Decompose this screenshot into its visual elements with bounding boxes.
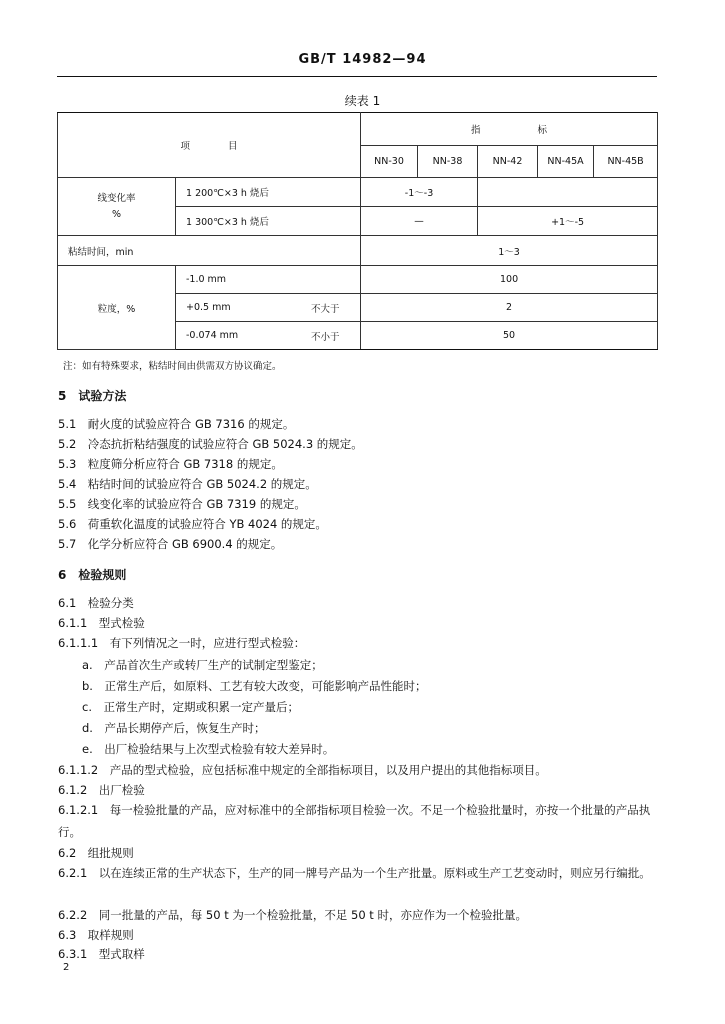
clause-6-3: 6.3 取样规则 [58,928,134,942]
list-item-e: e. 出厂检验结果与上次型式检验有较大差异时。 [82,742,335,756]
header-index-cell: 指 标 [361,113,658,146]
bond-time-value: 1～3 [361,236,658,266]
clause-5-5: 5.5 线变化率的试验应符合 GB 7319 的规定。 [58,497,306,511]
value-1300-a: — [361,207,478,236]
gran-row-condition: 不大于 [291,294,361,322]
granularity-label: 粒度，% [58,266,176,350]
list-item-a: a. 产品首次生产或转厂生产的试制定型鉴定； [82,658,323,672]
clause-6-1: 6.1 检验分类 [58,596,134,610]
spec-table [57,112,658,350]
gran-row-label: -1.0 mm [176,266,361,294]
gran-row-value: 2 [361,294,658,322]
clause-6-1-2: 6.1.2 出厂检验 [58,783,145,797]
grade-header: NN-38 [418,146,478,178]
standard-code-header: GB/T 14982—94 [298,52,427,67]
section-6-title: 6 检验规则 [58,568,127,582]
clause-6-2-2: 6.2.2 同一批量的产品，每 50 t 为一个检验批量，不足 50 t 时，亦应作为一个检验批量。 [58,908,527,922]
gran-row-value: 50 [361,322,658,350]
table-note: 注：如有特殊要求，粘结时间由供需双方协议确定。 [63,361,282,372]
clause-6-2: 6.2 组批规则 [58,846,134,860]
gran-row-value: 100 [361,266,658,294]
clause-6-1-1-1: 6.1.1.1 有下列情况之一时，应进行型式检验： [58,636,306,650]
gran-row-label: -0.074 mm [176,322,291,350]
grade-header: NN-42 [478,146,538,178]
clause-6-1-2-1: 6.1.2.1 每一检验批量的产品，应对标准中的全部指标项目检验一次。不足一个检验批量时，亦按一个批量的产品执行。 [58,803,651,839]
clause-6-2-1: 6.2.1 以在连续正常的生产状态下，生产的同一牌号产品为一个生产批量。原料或生产工艺变动时，则应另行编批。 [58,866,651,880]
row-label-1300: 1 300℃×3 h 烧后 [176,207,361,236]
gran-row-condition: 不小于 [291,322,361,350]
clause-5-4: 5.4 粘结时间的试验应符合 GB 5024.2 的规定。 [58,477,317,491]
row-label-1200: 1 200℃×3 h 烧后 [176,178,361,207]
clause-6-1-1-2: 6.1.1.2 产品的型式检验，应包括标准中规定的全部指标项目，以及用户提出的其他指标项目。 [58,763,547,777]
linear-change-label: 线变化率 % [58,178,176,236]
gran-row-label: +0.5 mm [176,294,291,322]
section-5-title: 5 试验方法 [58,389,127,403]
clause-6-1-1: 6.1.1 型式检验 [58,616,145,630]
clause-5-1: 5.1 耐火度的试验应符合 GB 7316 的规定。 [58,417,295,431]
clause-5-3: 5.3 粒度筛分析应符合 GB 7318 的规定。 [58,457,283,471]
clause-5-7: 5.7 化学分析应符合 GB 6900.4 的规定。 [58,537,283,551]
clause-5-6: 5.6 荷重软化温度的试验应符合 YB 4024 的规定。 [58,517,327,531]
value-1300-b: +1～-5 [478,207,658,236]
header-item-cell: 项 目 [58,113,361,178]
page-number: 2 [63,962,70,973]
clause-5-2: 5.2 冷态抗折粘结强度的试验应符合 GB 5024.3 的规定。 [58,437,363,451]
list-item-b: b. 正常生产后，如原料、工艺有较大改变，可能影响产品性能时； [82,679,427,693]
header-rule [57,76,657,77]
clause-6-3-1: 6.3.1 型式取样 [58,947,145,961]
grade-header: NN-30 [361,146,418,178]
empty-cell [478,178,658,207]
table-caption: 续表 1 [344,94,381,108]
grade-header: NN-45B [594,146,658,178]
list-item-d: d. 产品长期停产后，恢复生产时； [82,721,266,735]
value-1200: -1～-3 [361,178,478,207]
grade-header: NN-45A [538,146,594,178]
list-item-c: c. 正常生产时，定期或积累一定产量后； [82,700,299,714]
bond-time-label: 粘结时间，min [58,236,361,266]
